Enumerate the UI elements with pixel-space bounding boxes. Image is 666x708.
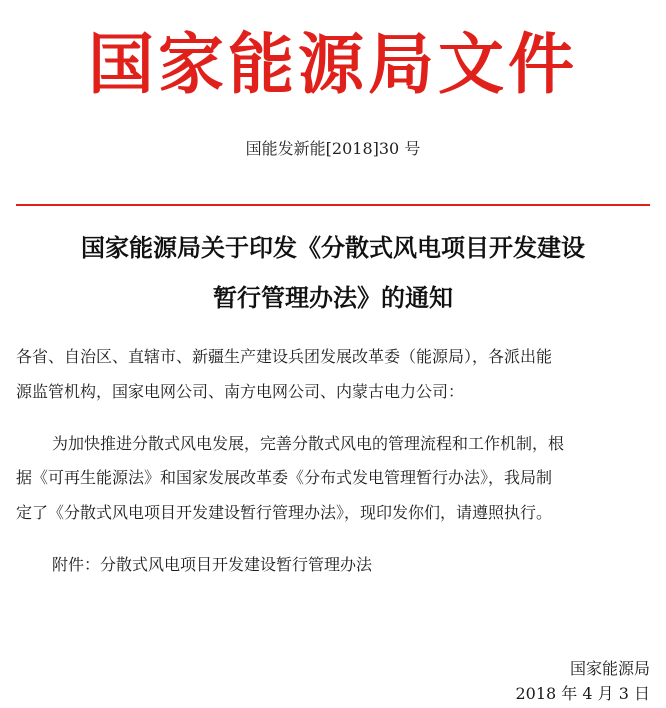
document-number: 国能发新能[2018]30 号 <box>245 139 421 158</box>
body-line-2: 据《可再生能源法》和国家发展改革委《分布式发电管理暂行办法》，我局制 <box>16 468 553 487</box>
body-line-1: 为加快推进分散式风电发展，完善分散式风电的管理流程和工作机制，根 <box>52 434 565 453</box>
addressees-line-2: 源监管机构，国家电网公司、南方电网公司、内蒙古电力公司： <box>16 382 465 401</box>
masthead-title: 国家能源局文件 <box>88 25 578 103</box>
addressees-line-1: 各省、自治区、直辖市、新疆生产建设兵团发展改革委（能源局），各派出能 <box>16 347 553 366</box>
attachment-note: 附件：分散式风电项目开发建设暂行管理办法 <box>52 555 373 574</box>
body-line-3: 定了《分散式风电项目开发建设暂行管理办法》，现印发你们，请遵照执行。 <box>16 503 553 522</box>
issue-date: 2018 年 4 月 3 日 <box>515 684 650 703</box>
issuer-signature: 国家能源局 <box>569 659 650 678</box>
notice-title-line-2: 暂行管理办法》的通知 <box>213 284 453 312</box>
red-divider-line <box>16 204 650 206</box>
notice-title-line-1: 国家能源局关于印发《分散式风电项目开发建设 <box>81 234 585 262</box>
